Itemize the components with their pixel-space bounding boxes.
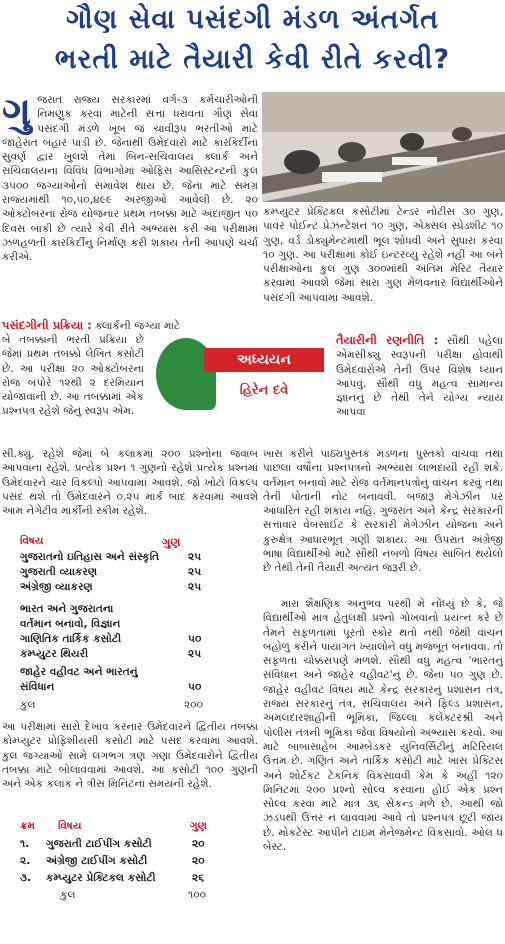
subjects-table-marks-header: ગુણ: [162, 535, 181, 549]
experience-block: [263, 597, 503, 942]
process-full-block: [2, 447, 258, 533]
process-full-paragraph: સી.ક્યુ. રહેશે જેમાં બે કલાકમાં ૨૦૦ પ્રશ્નોના જવાબ આપવાના રહેશે. પ્રત્યેક પ્રશ્ન ૧ ગુણનો રહેશે પ્રત્યેક પ્રશ્નમાં ઉમેદવારને ચાર વિકલ્પો આપવામાં આવશે. જો ખોટો વિકલ્પ પસંદ થશે તો ઉમેદવારને ૦.૨૫ માર્ક બાદ કરવામાં આવશે આમ નેગેટીવ માર્કીની સ્કીમ રહેશે.: [2, 448, 258, 518]
dropcap: ગુ: [2, 93, 32, 135]
process-left-paragraph: બે તબક્કાની ભરતી પ્રક્રિયા છે જેમાં પ્રથમ તબક્કો લેખિત કસોટી છે. આ પરીક્ષા ૨૦ ઓક્ટોબરના રોજ બપોરે ૧૨થી ૨ દરમિયાન યોજાવાની છે. આ તબક્કામાં એક પ્રશ્નપત્ર રહેશે જેનું સ્વરૂપ એમ.: [2, 334, 144, 418]
headline-line-2: ભરતી માટે તૈયારી કેવી રીતે કરવી?: [54, 44, 451, 75]
strategy-heading: તૈયારીની રણનીતિ :: [336, 333, 439, 347]
process-heading: પસંદગીની પ્રક્રિયા :: [2, 318, 92, 332]
strategy-narrow-text: સૌથી પહેલા એમસીક્યુ સ્વરૂપની પરીક્ષા હોવાથી ઉમેદવારોએ તેની ઉપર વિશેષ ધ્યાન આપવું. સૌથી વધુ મહત્વ સામાન્ય જ્ઞાનનું છે તેથી તેને યોગ્ય ન્યાય આપવા: [336, 335, 503, 419]
second-stage-block: [2, 720, 258, 806]
intro-block: [2, 93, 258, 313]
experience-paragraph: મારા શૈક્ષણિક અનુભવ પરથી મેં નોંધ્યું છે કે, જે વિદ્યાર્થીઓ માત્ર હેતુલક્ષી પ્રશ્નો ગોખવાનો પ્રયત્ન કરે છે તેમને સફળતામાં પૂરતો સ્કોર થતો નથી જેથી વાંચન બહોળું કરીને પાયાગત ખ્યાલોને વધુ મજબૂત બનાવવા. તો સફળતા ચોક્કસપણે મળશે. સૌથી વધુ મહત્વ 'ભારતનું સંવિધાન અને જાહેર વહીવટ'નું છે. જેના ૫૦ ગુણ છે. જાહેર વહીવટ વિષય માટે કેન્દ્ર સરકારનું પ્રશાસન તંત્ર, રાજ્ય સરકારનું તંત્ર, સચિવાલય અને ફિલ્ડ પ્રશાસન, અમલદારશાહીની ભૂમિકા, જિલ્લા કલેક્ટરશ્રી અને પોલીસ તંત્રની ભૂમિકા જેવા વિષયોનો અભ્યાસ કરવો. આ માટે બાબાસાહેબ આમ્બેડકર યુનિવર્સિટીનું મટિરિયલ ઉત્તમ છે. ગણિત અને તાર્કિક કસોટી માટે ખાસ પ્રેક્ટિસ અને શોર્ટકટ ટેકનિક વિકસાવવી કેમ કે અહીં ૧૨૦ મિનિટમાં ૨૦૦ પ્રશ્નો સોલ્વ કરવાના હોઈ એક પ્રશ્ન સોલ્વ કરવા માટે માત્ર ૩૬ સેકન્ડ મળે છે. આથી જો ઝડપથી ઉત્તર ન લાવવામાં આવે તો પ્રશ્નપત્ર છૂટી જાય છે. મોકટેસ્ટ આપીને ટાઇમ મેનેજમેન્ટ વિકસાવો. ઓલ ધ બેસ્ટ.: [263, 598, 503, 854]
author-name: હિરેન દવે: [239, 383, 289, 398]
second-stage-paragraph: આ પરીક્ષામાં સારો દેખાવ કરનાર ઉમેદવારને દ્વિતીય તબક્કા કોમ્પ્યુટર પ્રોફિશીયંસી કસોટી માટે પસંદ કરવામાં આવશે. કુલ જગ્યાઓ સામે લગભગ ત્રણ ગણા ઉમેદવારોને દ્વિતીય તબક્કા માટે બોલાવવામાં આવશે. આ કસોટી ૧૦૦ ગુણની અને એક કલાક ને ત્રીસ મિનિટના સમયની રહેશે.: [2, 721, 258, 791]
column-logo: [150, 334, 330, 414]
process-left-block: [2, 333, 144, 447]
headline-line-1: ગૌણ સેવા પસંદગી મંડળ અંતર્ગત: [66, 4, 439, 35]
strategy-full-paragraph: ખાસ કરીને પાઠ્યપુસ્તક મંડળના પુસ્તકો વાંચવા તથા પાછલા વર્ષોના પ્રશ્નપત્રનો અભ્યાસ લાભદાયી રહી શકે. વર્તમાન બનાવો માટે રોજ વર્તમાનપત્રોનું વાંચન કરવું તથા તેની પોતાની નોટ બનાવવી. બજારૂ મેગેઝીન પર આધારિત રહી શકાય નહિ. ગુજરાત અને કેન્દ્ર સરકારની સત્તાવાર વેબસાઈટ કે સરકારી મેગેઝીન યોજના અને કુરુક્ષેત્ર આધારભૂત ગણી શકાય. આ ઉપરાંત અંગ્રેજી ભાષા વિદ્યાર્થીઓ માટે સૌથી નબળો વિષય સાબિત થયેલો છે તેથી તેની તૈયારી અત્યંત જરૂરી છે.: [263, 448, 503, 575]
intro-paragraph: જરાત રાજ્ય સરકારમાં વર્ગ-૩ કર્મચારીઓની નિમણુક કરવા માટેની સત્તા ધરાવતા ગૌણ સેવા પસંદગી મંડળે ખૂબ જ ચાવીરૂપ ભરતીઓ માટે જાહેરાત બહાર પાડી છે. જેનાથી ઉમેદવારો માટે કારકિર્દીના સુવર્ણ દ્વાર ખુલશે તેમાં બિન-સચિવાલય ક્લાર્ક અને સચિવાલયના વિવિધ વિભાગોમાં ઓફિસ આસિસ્ટન્ટની કુલ ૩૫૦૦ જગ્યાઓનો સમાવેશ થાય છે. જેના માટે સમગ્ર રાજ્યમાંથી ૧૦,૫૦,૪૯૯ અરજીઓ આવેલી છે. ૨૦ ઓક્ટોબરના રોજ યોજનાર પ્રથમ તબક્કા માટે અંદાજીત ૫૦ દિવસ બાકી છે ત્યારે કેવી રીતે અભ્યાસ કરી આ પરીક્ષામાં ઝળહળતી કારકિર્દીનું નિર્માણ કરી શકાય તેની આપણે ચર્ચા કરીએ.: [2, 94, 258, 264]
process-lead: ક્લાર્કની જગ્યા માટે: [95, 320, 181, 332]
practical-block: [263, 205, 503, 333]
subjects-table: વિષય ગુજરાતનો ઇતિહાસ અને સંસ્કૃતિ ૨૫ ગુજરાતી વ્યાકરણ ૨૫ અંગ્રેજી વ્યાકરણ ૨૫ ભારત અને ગુજરાતના વર્તમાન બનાવો, વિજ્ઞાન ગાણિતિક તાર્કિક કસોટી ૫૦ કમ્પ્યુટર થિયરી ૨૫ જાહેર વહીવટ અને ભારતનું સંવિધાન ૫૦ કુલ ૨૦૦: [20, 535, 203, 711]
strategy-narrow-block: [336, 333, 503, 447]
exam-hall-photo: [262, 92, 505, 202]
process-heading-row: [2, 318, 258, 333]
typing-table: ક્રમ વિષય ગુણ ૧. ગુજરાતી ટાઈપીંગ કસોટી ૨૦ ૨. અંગ્રેજી ટાઈપીંગ કસોટી ૨૦ ૩. કમ્પ્યુટર પ્રેક્ટિકલ કસોટી ૨૬ કુલ ૧૦૦: [20, 820, 207, 901]
headline: [0, 0, 505, 92]
strategy-full-block: [263, 447, 503, 595]
column-name: અધ્યયન: [204, 348, 324, 372]
practical-paragraph: કમ્પ્યુટર પ્રેક્ટિકલ કસોટીમાં ટેન્ડર નોટીસ ૩૦ ગુણ, પાવર પોઈન્ટ પ્રેઝન્ટેશન ૧૦ ગુણ, એક્સલ સ્પ્રેડશીટ ૧૦ ગુણ, વર્ડ ડોક્યુમેન્ટમાંથી ભૂલ શોધવી અને સુધારા કરવા ૧૦ ગુણ. આ પરીક્ષામાં કોઈ ઇન્ટરવ્યુ રહેશે નહીં આ બંને પરીક્ષાઓના કુલ ગુણ ૩૦૦માંથી અંતિમ મેરિટ તૈયાર કરવામાં આવશે જેમાં સારા ગુણ મેળવનાર વિદ્યાર્થીઓને પસંદગી આપવામાં આવશે.: [263, 206, 503, 304]
